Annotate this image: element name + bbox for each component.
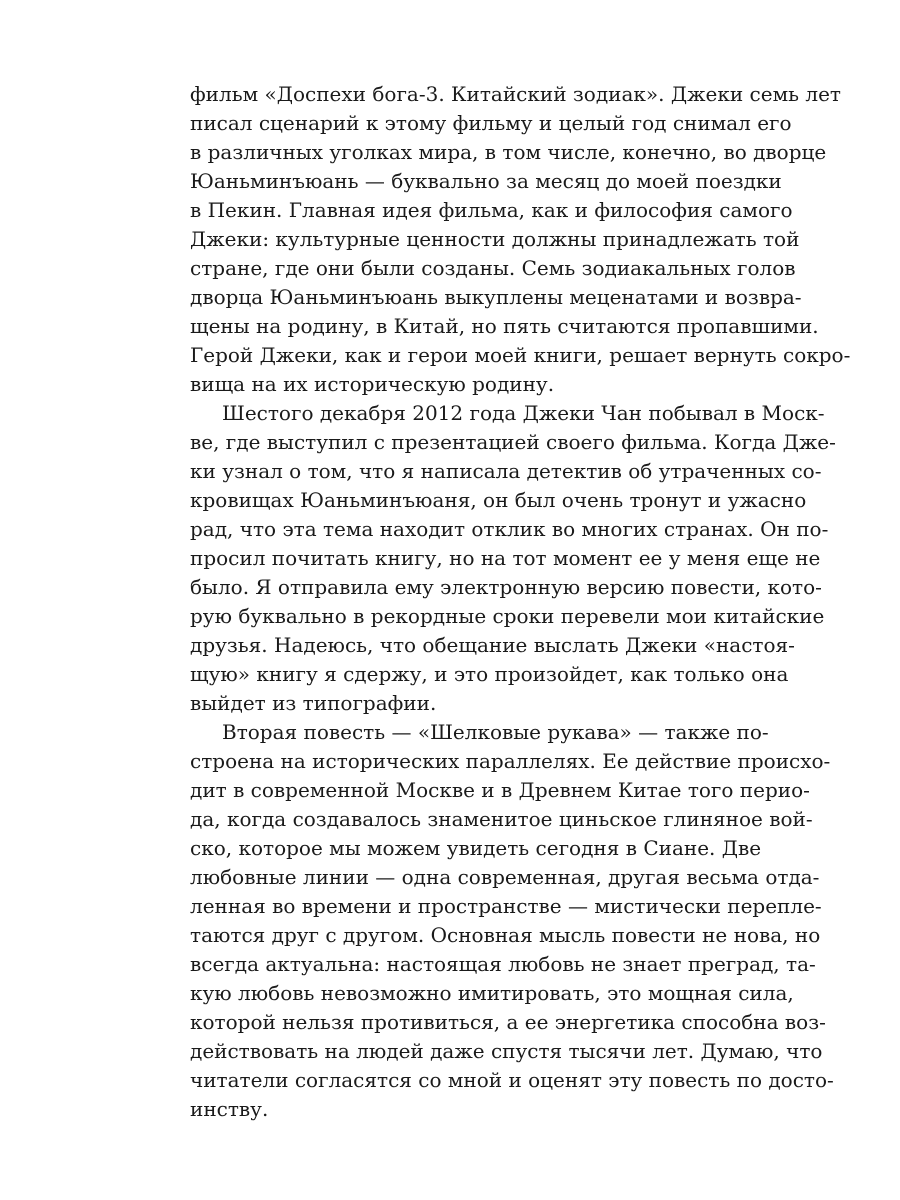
text-line: строена на исторических параллелях. Ее действие происхо- — [190, 749, 831, 773]
text-line: стране, где они были созданы. Семь зодиакальных голов — [190, 256, 796, 280]
text-line: Джеки: культурные ценности должны принадлежать той — [190, 227, 800, 251]
text-line: инству. — [190, 1097, 269, 1121]
text-line: фильм «Доспехи бога-3. Китайский зодиак». Джеки семь лет — [190, 82, 841, 106]
text-line: щены на родину, в Китай, но пять считаются пропавшими. — [190, 314, 819, 338]
text-line: друзья. Надеюсь, что обещание выслать Джеки «настоя- — [190, 633, 795, 657]
text-line: в различных уголках мира, в том числе, конечно, во дворце — [190, 140, 827, 164]
text-line: рад, что эта тема находит отклик во многих странах. Он по- — [190, 517, 829, 541]
text-line: в Пекин. Главная идея фильма, как и философия самого — [190, 198, 793, 222]
text-line: кую любовь невозможно имитировать, это мощная сила, — [190, 981, 794, 1005]
text-line: ки узнал о том, что я написала детектив об утраченных со- — [190, 459, 822, 483]
text-line: было. Я отправила ему электронную версию повести, кото- — [190, 575, 822, 599]
text-line: Юаньминъюань — буквально за месяц до моей поездки — [190, 169, 782, 193]
text-line: Шестого декабря 2012 года Джеки Чан побывал в Моск- — [222, 401, 825, 425]
text-line: щую» книгу я сдержу, и это произойдет, как только она — [190, 662, 789, 686]
text-line: действовать на людей даже спустя тысячи лет. Думаю, что — [190, 1039, 823, 1063]
text-line: рую буквально в рекордные сроки перевели мои китайские — [190, 604, 825, 628]
text-line: ско, которое мы можем увидеть сегодня в Сиане. Две — [190, 836, 762, 860]
text-line: таются друг с другом. Основная мысль повести не нова, но — [190, 923, 821, 947]
text-line: всегда актуальна: настоящая любовь не знает преград, та- — [190, 952, 816, 976]
text-line: да, когда создавалось знаменитое циньское глиняное вой- — [190, 807, 813, 831]
page-text — [190, 80, 851, 1124]
text-line: ве, где выступил с презентацией своего фильма. Когда Дже- — [190, 430, 836, 454]
text-line: дворца Юаньминъюань выкуплены меценатами и возвра- — [190, 285, 802, 309]
text-line: выйдет из типографии. — [190, 691, 437, 715]
text-line: читатели согласятся со мной и оценят эту повесть по досто- — [190, 1068, 834, 1092]
text-line: любовные линии — одна современная, другая весьма отда- — [190, 865, 820, 889]
text-line: писал сценарий к этому фильму и целый год снимал его — [190, 111, 792, 135]
text-line: которой нельзя противиться, а ее энергетика способна воз- — [190, 1010, 826, 1034]
paragraph — [190, 80, 851, 399]
paragraph — [190, 399, 836, 718]
paragraph — [190, 718, 834, 1124]
text-line: кровищах Юаньминъюаня, он был очень тронут и ужасно — [190, 488, 807, 512]
text-line: вища на их историческую родину. — [190, 372, 555, 396]
text-line: Герой Джеки, как и герои моей книги, решает вернуть сокро- — [190, 343, 851, 367]
text-line: Вторая повесть — «Шелковые рукава» — также по- — [222, 720, 769, 744]
text-line: дит в современной Москве и в Древнем Китае того перио- — [190, 778, 810, 802]
text-line: просил почитать книгу, но на тот момент ее у меня еще не — [190, 546, 821, 570]
text-line: ленная во времени и пространстве — мистически перепле- — [190, 894, 822, 918]
